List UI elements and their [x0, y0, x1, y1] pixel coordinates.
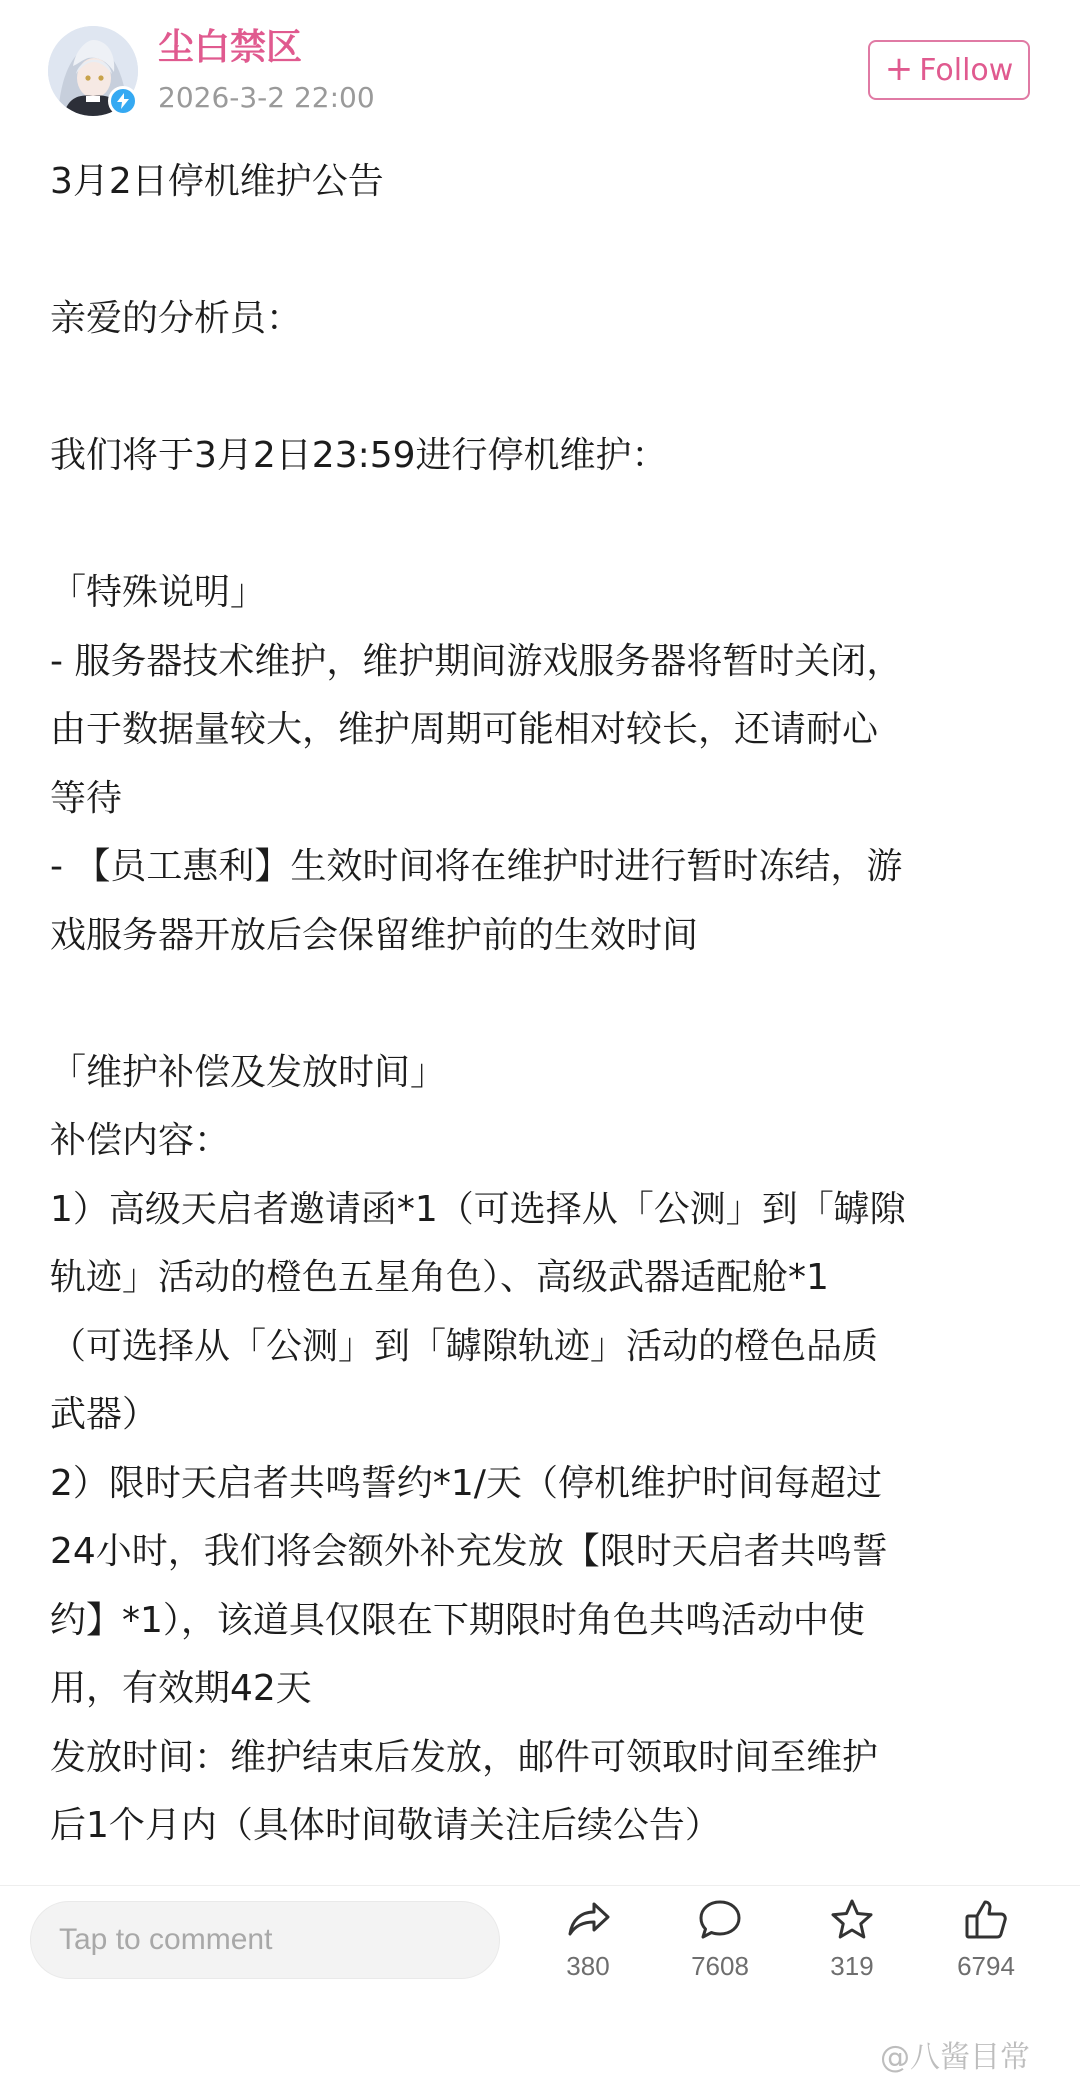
post-line: 24小时，我们将会额外补充发放【限时天启者共鸣誓: [50, 1531, 888, 1572]
post-line: 用，有效期42天: [50, 1668, 312, 1709]
post-line: 后1个月内（具体时间敬请关注后续公告）: [50, 1805, 721, 1846]
post-line: 武器）: [50, 1394, 159, 1435]
like-button[interactable]: [926, 1896, 1046, 1996]
post-line: 2）限时天启者共鸣誓约*1/天（停机维护时间每超过: [50, 1462, 882, 1504]
post-line: 由于数据量较大，维护周期可能相对较长，还请耐心: [50, 709, 879, 750]
post-line: 「特殊说明」: [50, 572, 267, 613]
comment-input[interactable]: [30, 1901, 500, 1979]
post-line: 轨迹」活动的橙色五星角色）、高级武器适配舱*1: [50, 1257, 829, 1298]
post-timestamp: 2026-3-2 22:00: [158, 81, 375, 114]
like-icon: [962, 1896, 1010, 1944]
share-button[interactable]: [528, 1896, 648, 1996]
watermark: @八酱目常: [880, 2040, 1030, 2075]
plus-icon: +: [884, 48, 914, 89]
share-count: 380: [566, 1951, 610, 1981]
post-line: 亲爱的分析员：: [50, 298, 303, 339]
post-line: 「维护补偿及发放时间」: [50, 1051, 447, 1093]
like-count: 6794: [957, 1951, 1015, 1981]
post-line: [50, 217, 1040, 286]
post-line: 等待: [50, 777, 123, 819]
post-line: [50, 491, 1040, 560]
post-line: [50, 970, 1040, 1039]
post-line: 约】*1），该道具仅限在下期限时角色共鸣活动中使: [50, 1599, 865, 1641]
post-line: 补偿内容：: [50, 1120, 231, 1161]
lightning-icon: [114, 92, 132, 110]
favorite-count: 319: [830, 1951, 874, 1981]
post-line: 1）高级天启者邀请函*1（可选择从「公测」到「罅隙: [50, 1188, 906, 1230]
post-content: [50, 148, 1040, 1861]
comment-count: 7608: [691, 1951, 749, 1981]
author-name[interactable]: 尘白禁区: [158, 27, 303, 68]
share-icon: [564, 1896, 612, 1944]
post-line: （可选择从「公测」到「罅隙轨迹」活动的橙色品质: [50, 1325, 879, 1367]
comment-icon: [696, 1896, 744, 1944]
post-line: 我们将于3月2日23:59进行停机维护：: [50, 435, 668, 476]
footer-divider: [0, 1885, 1080, 1886]
post-line: - 【员工惠利】生效时间将在维护时进行暂时冻结，游: [50, 846, 903, 887]
post-line: 3月2日停机维护公告: [50, 161, 384, 202]
verified-badge-icon: [108, 86, 138, 116]
follow-label: Follow: [919, 52, 1014, 88]
comment-button[interactable]: [660, 1896, 780, 1996]
favorite-button[interactable]: [792, 1896, 912, 1996]
post-line: 戏服务器开放后会保留维护前的生效时间: [50, 914, 699, 956]
post-header: [0, 0, 1080, 140]
comment-placeholder: Tap to comment: [59, 1923, 273, 1956]
post-line: - 服务器技术维护，维护期间游戏服务器将暂时关闭，: [50, 640, 903, 682]
post-line: [50, 354, 1040, 423]
follow-button[interactable]: [868, 40, 1030, 100]
post-line: 发放时间：维护结束后发放，邮件可领取时间至维护: [50, 1736, 879, 1778]
star-icon: [828, 1896, 876, 1944]
